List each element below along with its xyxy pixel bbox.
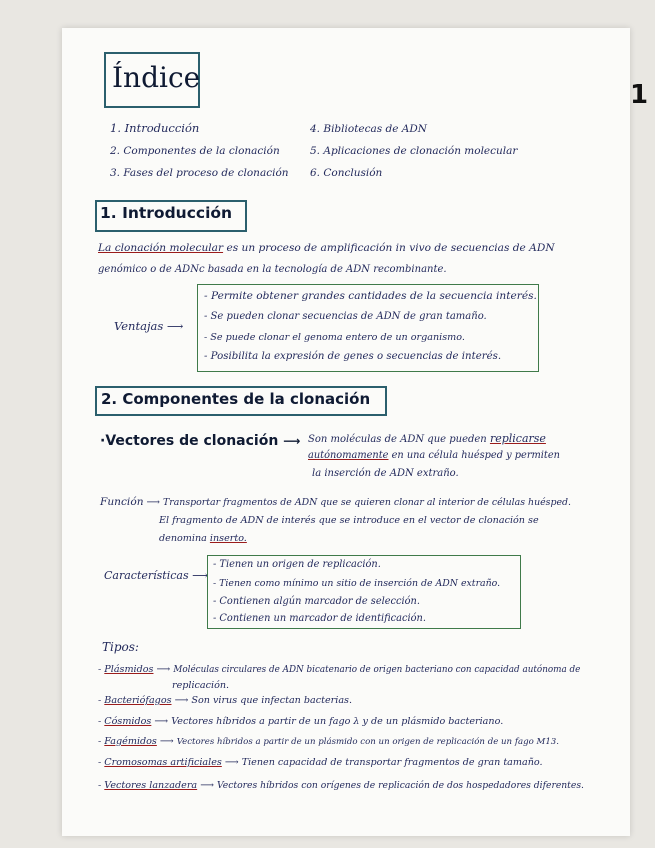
page-number: 1	[630, 80, 649, 110]
ventaja-1: - Permite obtener grandes cantidades de la secuencia interés.	[204, 290, 537, 302]
arrow-icon: ⟶	[174, 695, 192, 706]
index-item-4: 4. Bibliotecas de ADN	[310, 123, 427, 135]
arrow-icon: ⟶	[146, 497, 160, 508]
ventaja-2: - Se pueden clonar secuencias de ADN de gran tamaño.	[204, 311, 487, 322]
tipo-2: - Bacteriófagos ⟶ Son virus que infectan bacterias.	[98, 695, 353, 706]
intro-term: La clonación molecular	[98, 242, 224, 254]
vectores-def-line-1	[308, 432, 546, 445]
arrow-icon: ⟶	[192, 569, 208, 582]
funcion-text-1: Transportar fragmentos de ADN que se quieren clonar al interior de células huésped.	[162, 497, 572, 508]
tipo-6: - Vectores lanzadera ⟶ Vectores híbridos con orígenes de replicación de dos hospedadores diferentes.	[98, 780, 584, 791]
index-item-3: 3. Fases del proceso de clonación	[110, 167, 289, 179]
caracteristicas-label-text: Características	[104, 569, 189, 582]
section2-title: 2. Componentes de la clonación	[101, 390, 371, 408]
vectores-def-d: en una célula huésped y permiten	[391, 450, 560, 461]
vectores-label	[100, 433, 300, 449]
tipo-1-name: Plásmidos	[104, 664, 154, 675]
tipo-6-name: Vectores lanzadera	[104, 780, 198, 791]
arrow-icon: ⟶	[166, 319, 184, 333]
funcion-line-2: El fragmento de ADN de interés que se introduce en el vector de clonación se	[159, 515, 539, 526]
funcion-inserto: inserto.	[209, 533, 247, 544]
ventajas-label-text: Ventajas	[114, 319, 164, 333]
ventaja-4: - Posibilita la expresión de genes o secuencias de interés.	[204, 351, 502, 362]
ventaja-3: - Se puede clonar el genoma entero de un organismo.	[204, 332, 465, 343]
tipo-3-desc: Vectores híbridos a partir de un fago λ y de un plásmido bacteriano.	[171, 716, 504, 727]
tipo-6-desc: Vectores híbridos con orígenes de replicación de dos hospedadores diferentes.	[217, 780, 584, 791]
notebook-page	[62, 28, 649, 836]
vectores-def-line-3: la inserción de ADN extraño.	[312, 468, 459, 479]
caracteristica-1: - Tienen un origen de replicación.	[213, 559, 381, 570]
tipo-4-desc: Vectores híbridos a partir de un plásmido con un origen de replicación de un fago M13.	[176, 737, 559, 747]
arrow-icon: ⟶	[224, 757, 242, 768]
tipo-1: - Plásmidos ⟶ Moléculas circulares de ADN bicatenario de origen bacteriano con capacidad autónoma de	[98, 664, 581, 675]
vectores-def-line-2	[308, 450, 560, 461]
tipos-label: Tipos:	[102, 640, 139, 654]
tipo-1-desc: Moléculas circulares de ADN bicatenario de origen bacteriano con capacidad autónoma de	[173, 665, 581, 675]
funcion-label: Función	[100, 496, 144, 508]
tipo-3: - Cósmidos ⟶ Vectores híbridos a partir de un fago λ y de un plásmido bacteriano.	[98, 716, 504, 727]
arrow-icon: ⟶	[200, 780, 218, 791]
tipo-4-name: Fagémidos	[104, 736, 157, 747]
intro-line-2: genómico o de ADNc basada en la tecnología de ADN recombinante.	[98, 264, 447, 275]
tipo-5: - Cromosomas artificiales ⟶ Tienen capacidad de transportar fragmentos de gran tamaño.	[98, 757, 543, 768]
caracteristica-3: - Contienen algún marcador de selección.	[213, 596, 420, 607]
intro-line-1	[98, 242, 555, 254]
vectores-def-c: autónomamente	[308, 450, 389, 461]
arrow-icon: ⟶	[156, 664, 174, 675]
tipo-4: - Fagémidos ⟶ Vectores híbridos a partir de un plásmido con un origen de replicación de un fago M13.	[98, 736, 559, 747]
arrow-icon: ⟶	[159, 736, 177, 747]
index-item-1: 1. Introducción	[110, 121, 200, 135]
tipo-1-cont: replicación.	[172, 680, 230, 691]
vectores-def-a: Son moléculas de ADN que pueden	[308, 434, 487, 445]
funcion-line-1	[100, 496, 571, 508]
section1-title: 1. Introducción	[100, 204, 233, 222]
caracteristica-2: - Tienen como mínimo un sitio de inserción de ADN extraño.	[213, 578, 501, 589]
tipo-2-desc: Son virus que infectan bacterias.	[191, 695, 353, 706]
index-item-2: 2. Componentes de la clonación	[110, 145, 280, 157]
index-item-5: 5. Aplicaciones de clonación molecular	[310, 145, 518, 157]
intro-text-1: es un proceso de amplificación in vivo de secuencias de ADN	[226, 242, 555, 254]
tipo-5-name: Cromosomas artificiales	[104, 757, 222, 768]
index-title: Índice	[112, 61, 201, 94]
caracteristicas-label	[104, 569, 208, 582]
funcion-line-3	[159, 533, 247, 544]
vectores-def-b: replicarse	[489, 432, 546, 445]
ventajas-label	[114, 319, 183, 333]
funcion-text-3a: denomina	[159, 533, 207, 544]
caracteristica-4: - Contienen un marcador de identificación.	[213, 613, 426, 624]
vectores-label-text: ·Vectores de clonación	[100, 433, 279, 449]
tipo-5-desc: Tienen capacidad de transportar fragmentos de gran tamaño.	[241, 757, 543, 768]
arrow-icon: ⟶	[283, 434, 301, 448]
index-item-6: 6. Conclusión	[310, 167, 383, 179]
tipo-3-name: Cósmidos	[104, 716, 152, 727]
tipo-2-name: Bacteriófagos	[104, 695, 172, 706]
arrow-icon: ⟶	[154, 716, 172, 727]
